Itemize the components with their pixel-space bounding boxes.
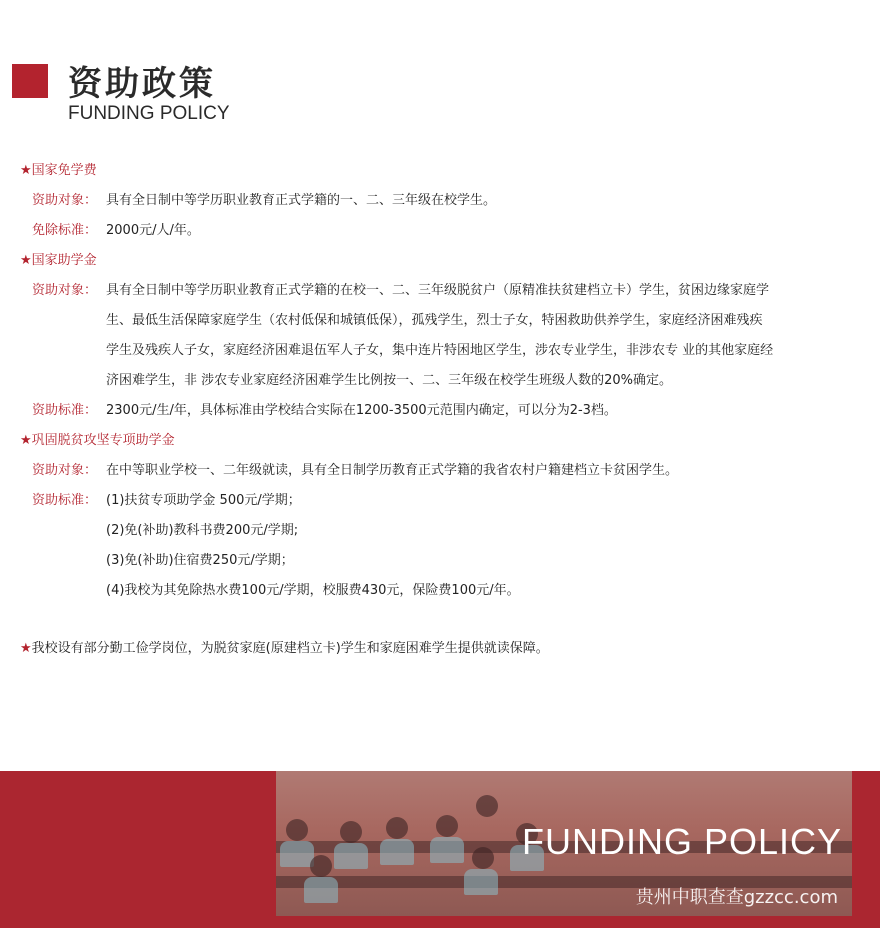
sub-item: (2)免(补助)教科书费200元/学期;	[106, 523, 299, 538]
row-label: 免除标准：	[32, 223, 98, 238]
row-text: 具有全日制中等学历职业教育正式学籍的一、二、三年级在校学生。	[106, 193, 497, 208]
text-line: 学生及残疾人子女，家庭经济困难退伍军人子女，集中连片特困地区学生，涉农专业学生，非涉农专 业的其他家庭经	[106, 343, 774, 358]
row-label: 资助标准：	[32, 493, 98, 508]
row-label: 资助对象：	[32, 463, 98, 478]
page-subtitle: FUNDING POLICY	[68, 103, 230, 124]
text-line: 生、最低生活保障家庭学生（农村低保和城镇低保），孤残学生，烈士子女，特困救助供养学生，家庭经济困难残疾	[106, 313, 763, 328]
policy-row	[20, 216, 870, 246]
section-heading-poverty-grant: ★巩固脱贫攻坚专项助学金	[20, 433, 175, 448]
policy-row	[20, 276, 870, 396]
title-square-icon	[12, 64, 48, 98]
section-heading-tuition-exemption: ★国家免学费	[20, 163, 97, 178]
row-label: 资助对象：	[32, 193, 98, 208]
text-line: 济困难学生，非 涉农专业家庭经济困难学生比例按一、二、三年级在校学生班级人数的20%确定。	[106, 373, 673, 388]
row-label: 资助对象：	[32, 283, 98, 298]
text-line: 具有全日制中等学历职业教育正式学籍的在校一、二、三年级脱贫户（原精准扶贫建档立卡）学生，贫困边缘家庭学	[106, 283, 770, 298]
banner-title: FUNDING POLICY	[521, 821, 842, 862]
watermark-text: 贵州中职查查gzzcc.com	[635, 887, 838, 908]
row-text: 2300元/生/年，具体标准由学校结合实际在1200-3500元范围内确定，可以分为2-3档。	[106, 403, 617, 418]
classroom-photo	[276, 771, 852, 916]
footnote	[20, 634, 870, 664]
sub-item: (3)免(补助)住宿费250元/学期；	[106, 553, 294, 568]
policy-row	[20, 396, 870, 426]
star-icon: ★	[20, 641, 32, 656]
policy-row	[20, 486, 870, 516]
row-text-multiline	[106, 276, 870, 396]
page-title: 资助政策	[68, 64, 216, 104]
row-label: 资助标准：	[32, 403, 98, 418]
row-text: (1)扶贫专项助学金 500元/学期；	[106, 493, 301, 508]
section-heading-national-grant: ★国家助学金	[20, 253, 97, 268]
policy-row	[20, 456, 870, 486]
footnote-text: 我校设有部分勤工俭学岗位，为脱贫家庭(原建档立卡)学生和家庭困难学生提供就读保障。	[31, 641, 549, 656]
row-text: 在中等职业学校一、二年级就读，具有全日制学历教育正式学籍的我省农村户籍建档立卡贫困学生。	[106, 463, 679, 478]
sub-item: (4)我校为其免除热水费100元/学期，校服费430元，保险费100元/年。	[106, 583, 520, 598]
policy-content	[20, 156, 870, 664]
row-text: 2000元/人/年。	[106, 223, 200, 238]
policy-row	[20, 186, 870, 216]
